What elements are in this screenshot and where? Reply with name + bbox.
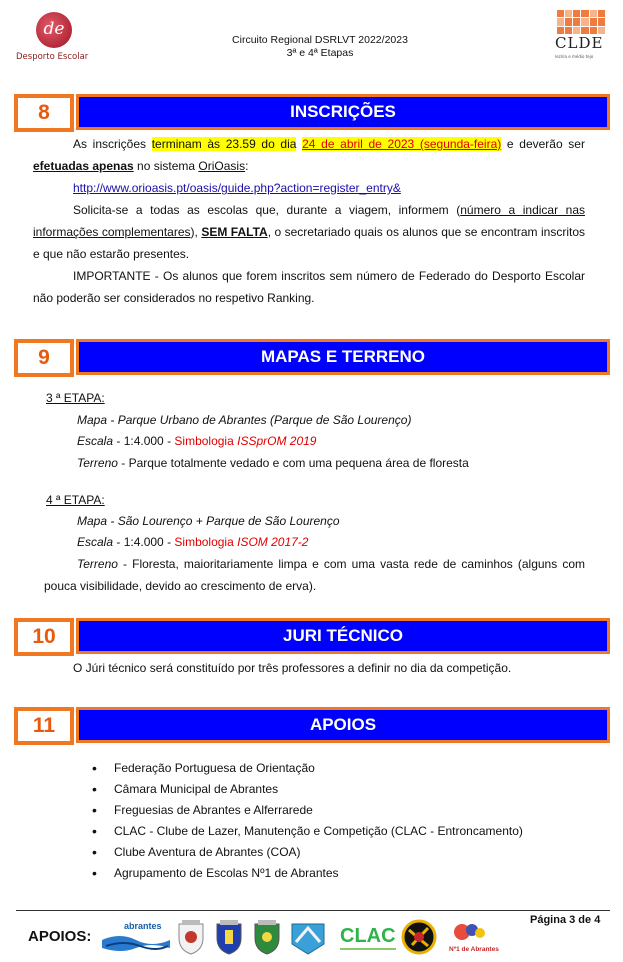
- list-item: • Clube Aventura de Abrantes (COA): [90, 842, 523, 863]
- section-8-body: [33, 133, 585, 309]
- section-number: 11: [14, 707, 74, 745]
- coat-of-arms-icon: [250, 918, 284, 956]
- coat-of-arms-icon: [174, 918, 208, 956]
- etapa-4-escala: Escala - 1:4.000 - Simbologia ISOM 2017-2: [77, 535, 309, 549]
- list-item: • CLAC - Clube de Lazer, Manutenção e Competição (CLAC - Entroncamento): [90, 821, 523, 842]
- agrupamento-logo: [446, 918, 504, 956]
- coa-badge-icon: [400, 918, 438, 956]
- etapa-3-heading: 3 ª ETAPA:: [46, 391, 105, 405]
- page-header: [0, 0, 623, 80]
- etapa-3-terreno: Terreno - Parque totalmente vedado e com uma pequena área de floresta: [77, 456, 469, 470]
- list-item: • Agrupamento de Escolas Nº1 de Abrantes: [90, 863, 523, 884]
- agrupamento-logo-text: Nº1 de Abrantes: [449, 946, 499, 953]
- footer-apoios-label: APOIOS:: [28, 928, 92, 945]
- footer-divider: [16, 910, 610, 911]
- solicita-paragraph: Solicita-se a todas as escolas que, durante a viagem, informem (número a indicar nas informações complementares), SEM FALTA, o secretariado quais os alunos que se encontram inscritos e que não estarão presentes.: [33, 203, 586, 261]
- section-title: MAPAS E TERRENO: [76, 339, 610, 375]
- importante-paragraph: IMPORTANTE - Os alunos que forem inscritos sem número de Federado do Desporto Escolar não poderão ser considerados no respetivo Ranking.: [33, 269, 585, 305]
- section-title: APOIOS: [76, 707, 610, 743]
- logo-monogram: de: [36, 12, 72, 48]
- etapa-4-terreno: Terreno - Floresta, maioritariamente limpa e com uma vasta rede de caminhos (alguns com pouca visibilidade, devido ao crescimento de erva).: [44, 557, 585, 593]
- etapa-3-mapa: Mapa - Parque Urbano de Abrantes (Parque de São Lourenço): [77, 413, 412, 427]
- etapa-4-heading: 4 ª ETAPA:: [46, 493, 105, 507]
- section-title: JURI TÉCNICO: [76, 618, 610, 654]
- clac-logo: [338, 918, 398, 956]
- list-item: • Câmara Municipal de Abrantes: [90, 779, 523, 800]
- abrantes-logo-text: abrantes: [124, 921, 162, 931]
- abrantes-logo: [100, 918, 172, 956]
- desporto-escolar-logo: [16, 12, 96, 64]
- section-8-header: [14, 94, 610, 130]
- section-title: INSCRIÇÕES: [76, 94, 610, 130]
- section-number: 9: [14, 339, 74, 377]
- document-title: [200, 34, 440, 60]
- section-10-body: O Júri técnico será constituído por três professores a definir no dia da competição.: [73, 661, 512, 675]
- list-item: • Freguesias de Abrantes e Alferrarede: [90, 800, 523, 821]
- title-line-1: Circuito Regional DSRLVT 2022/2023: [232, 34, 408, 46]
- section-10-header: [14, 618, 610, 654]
- etapa-4-mapa: Mapa - São Lourenço + Parque de São Lourenço: [77, 514, 340, 528]
- orioasis-link[interactable]: http://www.orioasis.pt/oasis/guide.php?action=register_entry&: [73, 181, 401, 195]
- title-line-2: 3ª e 4ª Etapas: [286, 47, 354, 59]
- clde-grid-icon: [557, 10, 605, 34]
- clde-logo-subtext: lezíria e médio tejo: [555, 54, 594, 59]
- inscricoes-paragraph: As inscrições terminam às 23.59 do dia 24 de abril de 2023 (segunda-feira) e deverão ser efetuadas apenas no sistema OriOasis:: [33, 137, 585, 173]
- clde-logo: [553, 10, 609, 66]
- etapa-3-escala: Escala - 1:4.000 - Simbologia ISSprOM 2019: [77, 434, 317, 448]
- clac-logo-text: CLAC: [340, 925, 396, 947]
- page-number: Página 3 de 4: [530, 914, 601, 926]
- section-number: 10: [14, 618, 74, 656]
- apoios-list: [90, 758, 523, 884]
- section-11-header: [14, 707, 610, 743]
- orientation-badge-icon: [288, 918, 328, 956]
- list-item: • Federação Portuguesa de Orientação: [90, 758, 523, 779]
- clde-logo-text: CLDE: [555, 34, 604, 52]
- section-number: 8: [14, 94, 74, 132]
- logo-text: Desporto Escolar: [16, 52, 89, 62]
- coat-of-arms-icon: [212, 918, 246, 956]
- section-9-header: [14, 339, 610, 375]
